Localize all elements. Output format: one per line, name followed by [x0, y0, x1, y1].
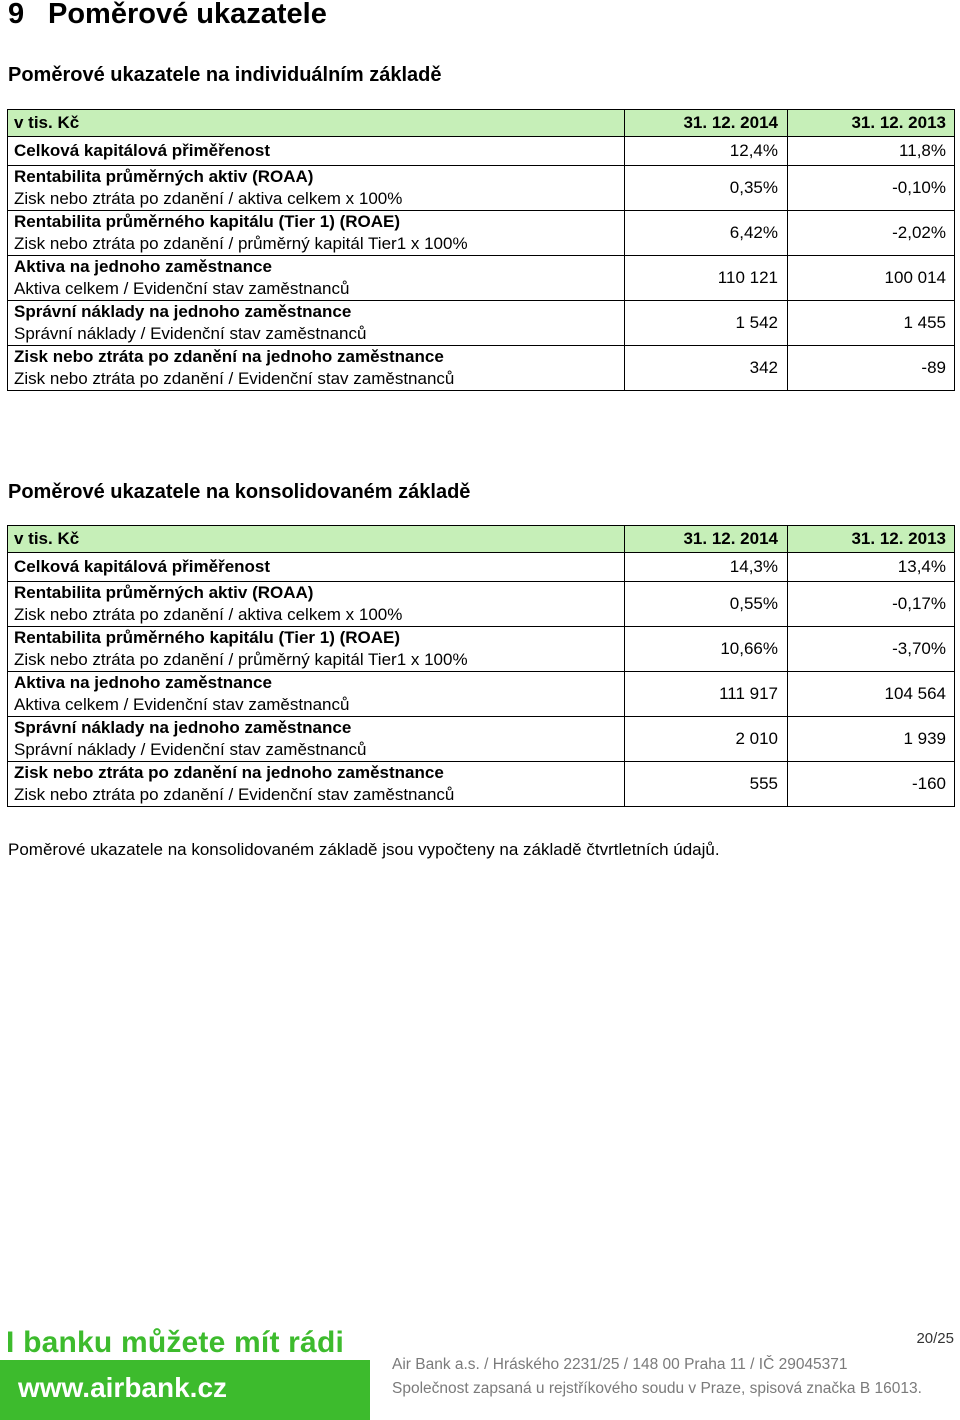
ratio-label-cell — [8, 211, 625, 256]
value-2013: -89 — [788, 346, 955, 391]
consolidated-ratios-table — [7, 525, 955, 807]
ratio-formula: Aktiva celkem / Evidenční stav zaměstnanců — [14, 279, 350, 298]
value-2014: 12,4% — [625, 137, 788, 166]
ratio-title: Celková kapitálová přiměřenost — [14, 557, 271, 576]
ratio-formula: Zisk nebo ztráta po zdanění / průměrný kapitál Tier1 x 100% — [14, 234, 468, 253]
value-2014: 10,66% — [625, 627, 788, 672]
ratio-formula: Zisk nebo ztráta po zdanění / aktiva celkem x 100% — [14, 605, 403, 624]
table-header-row — [8, 110, 955, 137]
table-row — [8, 553, 955, 582]
footer-slogan: I banku můžete mít rádi — [6, 1326, 344, 1359]
ratio-label-cell — [8, 166, 625, 211]
value-2013: -0,10% — [788, 166, 955, 211]
unit-header: v tis. Kč — [8, 110, 625, 137]
ratio-title: Aktiva na jednoho zaměstnance — [14, 257, 272, 276]
ratio-label-cell — [8, 301, 625, 346]
ratio-label-cell — [8, 762, 625, 807]
value-2014: 14,3% — [625, 553, 788, 582]
value-2014: 2 010 — [625, 717, 788, 762]
individual-ratios-table — [7, 109, 955, 391]
ratio-formula: Zisk nebo ztráta po zdanění / aktiva celkem x 100% — [14, 189, 403, 208]
footer-website-link[interactable]: www.airbank.cz — [0, 1360, 370, 1420]
ratio-formula: Správní náklady / Evidenční stav zaměstnanců — [14, 740, 367, 759]
table-row — [8, 717, 955, 762]
table-row — [8, 211, 955, 256]
value-2014: 110 121 — [625, 256, 788, 301]
value-2013: -3,70% — [788, 627, 955, 672]
footer-registration: Společnost zapsaná u rejstříkového soudu v Praze, spisová značka B 16013. — [392, 1380, 922, 1397]
value-2013: -0,17% — [788, 582, 955, 627]
table-row — [8, 582, 955, 627]
chapter-number: 9 — [8, 0, 25, 30]
table-row — [8, 301, 955, 346]
ratio-title: Rentabilita průměrných aktiv (ROAA) — [14, 167, 314, 186]
ratio-title: Správní náklady na jednoho zaměstnance — [14, 718, 352, 737]
value-2014: 1 542 — [625, 301, 788, 346]
table-row — [8, 346, 955, 391]
ratio-title: Správní náklady na jednoho zaměstnance — [14, 302, 352, 321]
chapter-title: Poměrové ukazatele — [48, 0, 327, 30]
value-2013: 1 939 — [788, 717, 955, 762]
table-row — [8, 762, 955, 807]
footer-company-address: Air Bank a.s. / Hráského 2231/25 / 148 00 Praha 11 / IČ 29045371 — [392, 1356, 848, 1373]
column-header-2013: 31. 12. 2013 — [788, 526, 955, 553]
ratio-title: Rentabilita průměrného kapitálu (Tier 1) (ROAE) — [14, 628, 401, 647]
value-2013: 13,4% — [788, 553, 955, 582]
value-2013: -2,02% — [788, 211, 955, 256]
ratio-title: Celková kapitálová přiměřenost — [14, 141, 271, 160]
page-number: 20/25 — [916, 1330, 954, 1347]
value-2014: 6,42% — [625, 211, 788, 256]
individual-section-title: Poměrové ukazatele na individuálním základě — [8, 64, 442, 86]
table-row — [8, 166, 955, 211]
value-2014: 0,55% — [625, 582, 788, 627]
value-2013: -160 — [788, 762, 955, 807]
chapter-heading — [8, 0, 327, 34]
table-row — [8, 627, 955, 672]
ratio-formula: Aktiva celkem / Evidenční stav zaměstnanců — [14, 695, 350, 714]
ratio-title: Aktiva na jednoho zaměstnance — [14, 673, 272, 692]
value-2014: 342 — [625, 346, 788, 391]
value-2013: 11,8% — [788, 137, 955, 166]
value-2014: 555 — [625, 762, 788, 807]
consolidated-section-title: Poměrové ukazatele na konsolidovaném základě — [8, 481, 471, 503]
ratio-formula: Zisk nebo ztráta po zdanění / Evidenční stav zaměstnanců — [14, 785, 455, 804]
value-2013: 100 014 — [788, 256, 955, 301]
column-header-2014: 31. 12. 2014 — [625, 110, 788, 137]
unit-header: v tis. Kč — [8, 526, 625, 553]
ratio-label-cell — [8, 137, 625, 166]
ratio-label-cell — [8, 346, 625, 391]
table-row — [8, 137, 955, 166]
ratio-title: Zisk nebo ztráta po zdanění na jednoho zaměstnance — [14, 347, 444, 366]
column-header-2014: 31. 12. 2014 — [625, 526, 788, 553]
table-row — [8, 256, 955, 301]
ratio-label-cell — [8, 627, 625, 672]
ratio-label-cell — [8, 717, 625, 762]
ratio-formula: Zisk nebo ztráta po zdanění / Evidenční stav zaměstnanců — [14, 369, 455, 388]
ratio-title: Zisk nebo ztráta po zdanění na jednoho zaměstnance — [14, 763, 444, 782]
table-row — [8, 672, 955, 717]
value-2013: 104 564 — [788, 672, 955, 717]
ratio-label-cell — [8, 553, 625, 582]
value-2014: 111 917 — [625, 672, 788, 717]
ratio-label-cell — [8, 256, 625, 301]
ratio-formula: Zisk nebo ztráta po zdanění / průměrný kapitál Tier1 x 100% — [14, 650, 468, 669]
ratio-title: Rentabilita průměrných aktiv (ROAA) — [14, 583, 314, 602]
consolidated-note: Poměrové ukazatele na konsolidovaném základě jsou vypočteny na základě čtvrtletních údajů. — [8, 840, 720, 859]
ratio-formula: Správní náklady / Evidenční stav zaměstnanců — [14, 324, 367, 343]
value-2013: 1 455 — [788, 301, 955, 346]
ratio-title: Rentabilita průměrného kapitálu (Tier 1) (ROAE) — [14, 212, 401, 231]
value-2014: 0,35% — [625, 166, 788, 211]
ratio-label-cell — [8, 582, 625, 627]
ratio-label-cell — [8, 672, 625, 717]
column-header-2013: 31. 12. 2013 — [788, 110, 955, 137]
table-header-row — [8, 526, 955, 553]
